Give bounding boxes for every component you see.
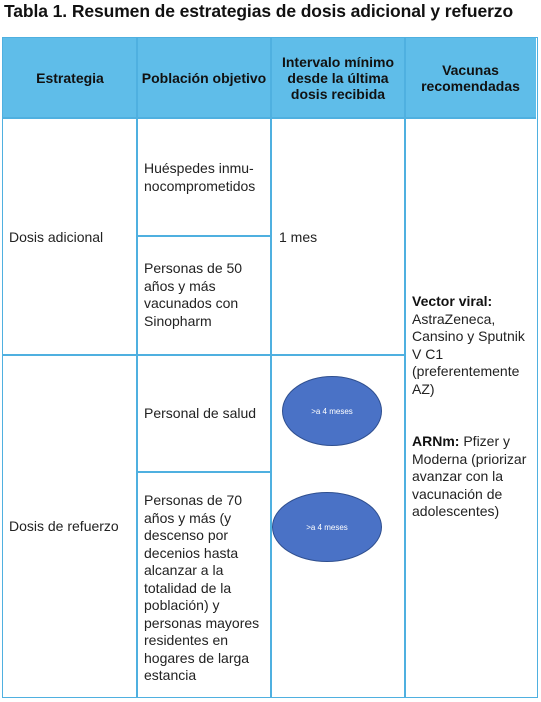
column-divider [404,38,406,698]
header-divider [3,117,536,119]
vaccine-arnm-text: Pfizer y Moderna (priorizar avanzar con la vacunación de adolescentes) [412,433,527,519]
column-divider [270,38,272,698]
column-divider [136,38,138,698]
strategy-additional: Dosis adicional [9,229,104,245]
population-health-staff: Personal de salud [144,405,257,421]
row-divider [137,235,271,237]
population-elderly: Personas de 70 años y más (y descenso por decenios hasta alcanzar a la totalidad de la población) y personas mayores residentes en hogares de larga estancia [144,492,260,683]
vaccine-viral-vector [412,293,534,398]
header-interval: Intervalo mínimo desde la última dosis recibida [281,54,395,102]
strategy-booster: Dosis de refuerzo [9,518,119,534]
vaccine-viral-text: AstraZeneca, Cansino y Sputnik V C1 (preferentemente AZ) [412,310,525,397]
strategy-table [2,37,538,698]
header-vaccines: Vacunas recomendadas [421,62,520,94]
header-population: Población objetivo [141,70,267,86]
interval-health-staff: >a 4 meses [311,406,353,416]
interval-health-staff-shape [282,376,382,446]
vaccine-arnm [412,433,534,521]
row-divider [3,354,405,356]
row-divider [137,471,271,473]
population-sinopharm: Personas de 50 años y más vacunados con Sinopharm [144,260,243,329]
population-immunocompromised: Huéspedes inmu-nocomprometidos [144,160,256,194]
interval-elderly: >a 4 meses [306,522,348,532]
table-title: Tabla 1. Resumen de estrategias de dosis adicional y refuerzo [4,1,514,21]
interval-additional: 1 mes [279,229,318,245]
header-strategy: Estrategia [36,70,104,86]
interval-elderly-shape [272,492,382,562]
vaccine-arnm-label: ARNm: [412,433,460,449]
vaccine-viral-label: Vector viral: [412,293,493,309]
